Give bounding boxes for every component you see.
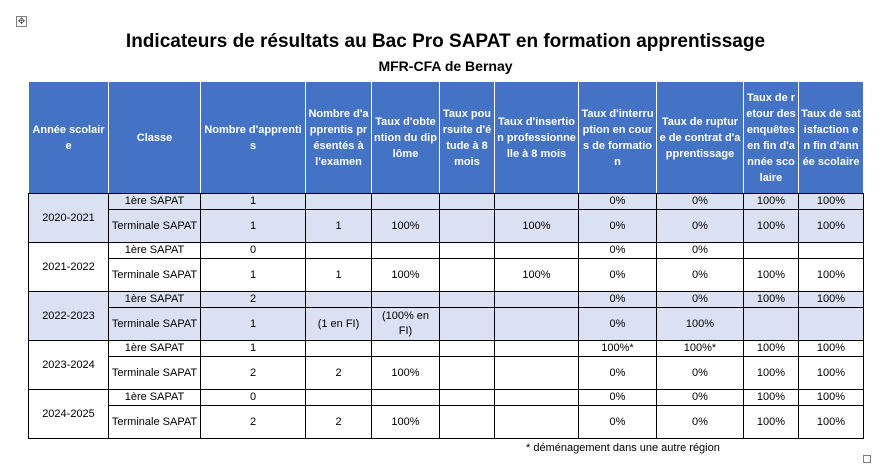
class-cell: Terminale SAPAT — [109, 357, 201, 390]
table-cell: 0% — [579, 308, 657, 341]
table-cell: 0% — [579, 390, 657, 406]
year-cell: 2022-2023 — [29, 292, 109, 341]
table-cell: 100% — [744, 390, 799, 406]
table-cell: 2 — [306, 406, 372, 439]
table-cell: 0% — [657, 194, 744, 210]
year-cell: 2023-2024 — [29, 341, 109, 390]
table-cell: (100% en FI) — [372, 308, 440, 341]
table-cell: 100% — [799, 210, 864, 243]
table-cell: 100% — [744, 341, 799, 357]
year-cell: 2024-2025 — [29, 390, 109, 439]
table-row — [29, 210, 864, 243]
table-cell — [306, 292, 372, 308]
class-cell: 1ère SAPAT — [109, 390, 201, 406]
table-cell — [744, 308, 799, 341]
table-cell: 0% — [657, 292, 744, 308]
table-cell — [306, 341, 372, 357]
table-cell: 100% — [744, 194, 799, 210]
table-cell — [440, 390, 495, 406]
table-cell — [440, 210, 495, 243]
footnote: * déménagement dans une autre région — [526, 442, 720, 454]
table-cell — [799, 308, 864, 341]
table-cell — [440, 308, 495, 341]
table-cell — [440, 194, 495, 210]
class-cell: Terminale SAPAT — [109, 406, 201, 439]
table-row — [29, 406, 864, 439]
table-cell — [306, 194, 372, 210]
table-cell: 0% — [579, 357, 657, 390]
table-cell: 100%* — [657, 341, 744, 357]
table-row — [29, 259, 864, 292]
page-title: Indicateurs de résultats au Bac Pro SAPAT en formation apprentissage — [125, 31, 766, 52]
table-cell: 1 — [306, 259, 372, 292]
table-cell: 0% — [579, 210, 657, 243]
table-cell — [440, 341, 495, 357]
table-cell — [306, 390, 372, 406]
table-cell — [440, 406, 495, 439]
table-cell — [495, 194, 579, 210]
table-cell — [372, 390, 440, 406]
table-row — [29, 243, 864, 259]
table-cell: 100% — [799, 390, 864, 406]
table-cell: 0% — [657, 210, 744, 243]
table-cell — [440, 292, 495, 308]
table-cell: 1 — [201, 210, 306, 243]
table-cell: 0% — [579, 259, 657, 292]
table-cell: 100% — [744, 357, 799, 390]
table-cell: 0% — [657, 406, 744, 439]
table-cell — [440, 259, 495, 292]
class-cell: Terminale SAPAT — [109, 210, 201, 243]
table-cell: 0% — [657, 259, 744, 292]
table-cell: (1 en FI) — [306, 308, 372, 341]
table-cell: 100% — [372, 259, 440, 292]
header-cell: Nombre d'apprentis présentés à l'examen — [306, 82, 372, 194]
table-cell: 0% — [579, 292, 657, 308]
table-cell: 1 — [201, 194, 306, 210]
class-cell: 1ère SAPAT — [109, 292, 201, 308]
header-cell: Année scolaire — [29, 82, 109, 194]
table-cell: 2 — [201, 357, 306, 390]
class-cell: 1ère SAPAT — [109, 194, 201, 210]
table-cell: 100% — [799, 292, 864, 308]
class-cell: 1ère SAPAT — [109, 243, 201, 259]
table-cell: 1 — [201, 308, 306, 341]
table-cell — [440, 357, 495, 390]
page-subtitle: MFR-CFA de Bernay — [378, 58, 513, 74]
table-cell — [744, 243, 799, 259]
header-cell: Taux poursuite d'étude à 8 mois — [440, 82, 495, 194]
year-cell: 2021-2022 — [29, 243, 109, 292]
table-cell: 0 — [201, 390, 306, 406]
header-cell: Taux de rupture de contrat d'apprentissage — [657, 82, 744, 194]
table-cell: 100% — [495, 210, 579, 243]
table-cell: 2 — [201, 292, 306, 308]
table-cell — [495, 390, 579, 406]
header-cell: Nombre d'apprentis — [201, 82, 306, 194]
header-cell: Classe — [109, 82, 201, 194]
table-cell: 2 — [306, 357, 372, 390]
table-cell — [372, 341, 440, 357]
header-row — [29, 82, 864, 194]
table-cell: 2 — [201, 406, 306, 439]
table-cell: 100%* — [579, 341, 657, 357]
table-cell — [372, 292, 440, 308]
table-cell: 100% — [799, 341, 864, 357]
table-cell: 100% — [799, 406, 864, 439]
table-cell: 1 — [201, 341, 306, 357]
table-cell: 0% — [579, 194, 657, 210]
header-cell: Taux de retour des enquêtes en fin d'année scolaire — [744, 82, 799, 194]
table-move-handle-icon[interactable]: ✥ — [17, 16, 26, 26]
table-cell: 100% — [495, 259, 579, 292]
table-row — [29, 357, 864, 390]
table-cell — [495, 243, 579, 259]
table-cell — [799, 243, 864, 259]
table-cell: 100% — [744, 259, 799, 292]
table-resize-handle-icon[interactable] — [863, 455, 871, 463]
table-cell — [495, 292, 579, 308]
table-row — [29, 308, 864, 341]
table-cell — [495, 341, 579, 357]
header-cell: Taux d'insertion professionnelle à 8 mois — [495, 82, 579, 194]
year-cell: 2020-2021 — [29, 194, 109, 243]
results-table — [28, 81, 864, 439]
table-row — [29, 292, 864, 308]
table-cell: 100% — [657, 308, 744, 341]
table-cell: 100% — [799, 259, 864, 292]
table-cell: 0% — [579, 406, 657, 439]
class-cell: 1ère SAPAT — [109, 341, 201, 357]
table-cell — [495, 357, 579, 390]
table-cell: 100% — [372, 406, 440, 439]
table-cell: 100% — [744, 210, 799, 243]
table-cell: 100% — [372, 357, 440, 390]
table-cell: 0% — [657, 390, 744, 406]
table-cell — [495, 308, 579, 341]
table-cell: 100% — [744, 292, 799, 308]
table-cell: 100% — [744, 406, 799, 439]
table-cell — [440, 243, 495, 259]
table-cell — [495, 406, 579, 439]
table-row — [29, 341, 864, 357]
table-row — [29, 390, 864, 406]
table-cell: 0 — [201, 243, 306, 259]
table-cell — [372, 243, 440, 259]
table-cell — [306, 243, 372, 259]
table-cell: 0% — [657, 357, 744, 390]
table-cell: 100% — [799, 194, 864, 210]
table-cell — [372, 194, 440, 210]
table-cell: 1 — [306, 210, 372, 243]
header-cell: Taux d'obtention du diplôme — [372, 82, 440, 194]
table-row — [29, 194, 864, 210]
header-cell: Taux de satisfaction en fin d'année scolaire — [799, 82, 864, 194]
class-cell: Terminale SAPAT — [109, 259, 201, 292]
table-cell: 1 — [201, 259, 306, 292]
table-cell: 100% — [372, 210, 440, 243]
table-cell: 0% — [657, 243, 744, 259]
table-cell: 0% — [579, 243, 657, 259]
table-cell: 100% — [799, 357, 864, 390]
class-cell: Terminale SAPAT — [109, 308, 201, 341]
header-cell: Taux d'interruption en cours de formation — [579, 82, 657, 194]
